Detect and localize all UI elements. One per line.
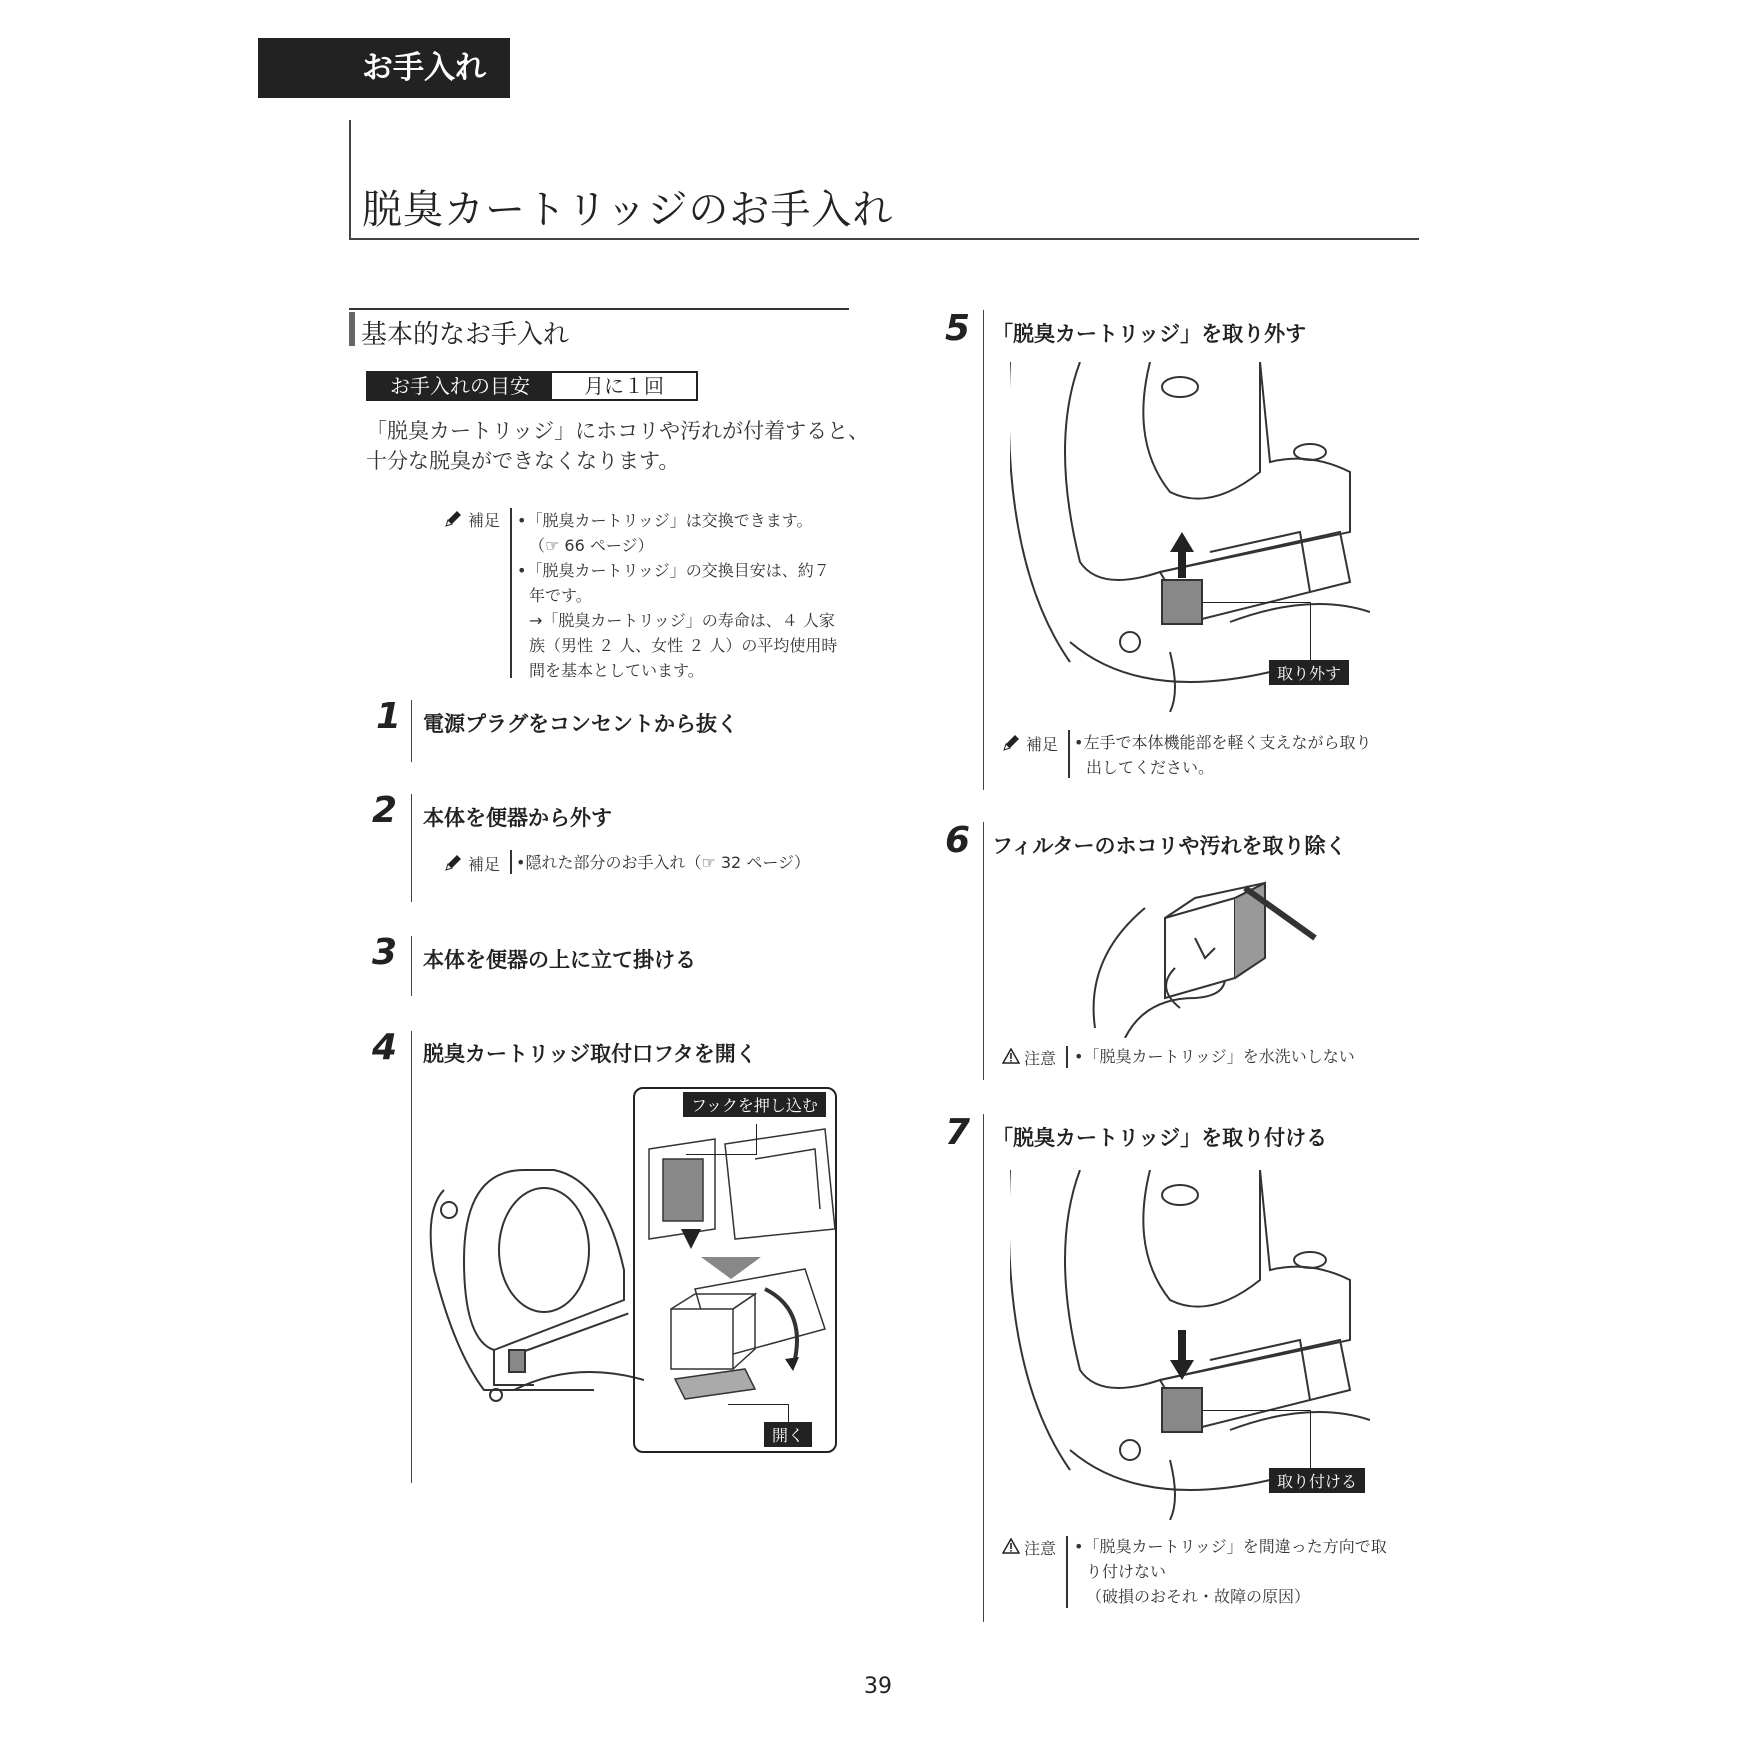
care-frequency-box: [366, 371, 698, 401]
step-6-number: 6: [945, 820, 971, 861]
step-5-note-head: 補足: [1026, 735, 1059, 754]
note-bar: [1068, 730, 1070, 778]
care-frequency-value: 月に１回: [584, 374, 664, 398]
note-line: •「脱臭カートリッジ」の交換目安は、約７: [517, 561, 830, 580]
step-7-title: 「脱臭カートリッジ」を取り付ける: [992, 1126, 1328, 1150]
remove-leader: [1202, 602, 1311, 663]
step-6-caution-head: 注意: [1024, 1049, 1057, 1068]
step-6-title: フィルターのホコリや汚れを取り除く: [992, 834, 1347, 858]
note-line: （☞ 66 ページ）: [529, 536, 654, 555]
step-5-title: 「脱臭カートリッジ」を取り外す: [992, 322, 1307, 346]
pencil-icon: [444, 854, 462, 872]
step-3-title: 本体を便器の上に立て掛ける: [423, 948, 696, 972]
note-bar: [1066, 1046, 1068, 1068]
open-label: 開く: [764, 1422, 812, 1447]
title-vertical-rule: [349, 120, 351, 240]
step-7-caution: [1074, 1534, 1387, 1609]
step-1-title: 電源プラグをコンセントから抜く: [423, 712, 738, 736]
step-5-rule: [983, 310, 984, 790]
filter-cleaning-illustration: [1085, 878, 1325, 1038]
page-number: 39: [864, 1674, 892, 1699]
note-line: •「脱臭カートリッジ」は交換できます。: [517, 511, 813, 530]
note-line: •左手で本体機能部を軽く支えながら取り: [1074, 733, 1372, 752]
step-7-caution-head: 注意: [1024, 1539, 1057, 1558]
note-bar: [1066, 1536, 1068, 1608]
note-main: [444, 508, 864, 678]
step-3-number: 3: [372, 932, 398, 973]
caution-line: •「脱臭カートリッジ」を間違った方向で取: [1074, 1537, 1387, 1556]
note-bar: [510, 850, 512, 874]
step-1-number: 1: [376, 696, 402, 737]
step-4-title: 脱臭カートリッジ取付口フタを開く: [423, 1042, 757, 1066]
push-hook-label: フックを押し込む: [683, 1092, 826, 1117]
section-marker: [349, 312, 355, 346]
remove-label: 取り外す: [1269, 660, 1349, 685]
step-4-number: 4: [372, 1027, 398, 1068]
intro-text: [366, 416, 869, 476]
note-bar: [510, 508, 512, 678]
section-rule: [349, 308, 849, 310]
step-2-title: 本体を便器から外す: [423, 806, 612, 830]
attach-leader: [1202, 1410, 1311, 1471]
step-2-note-head: 補足: [468, 855, 501, 874]
step-1-rule: [411, 700, 412, 762]
caution-line: り付けない: [1086, 1562, 1167, 1581]
step-2-number: 2: [372, 790, 398, 831]
step-6-rule: [983, 822, 984, 1080]
chapter-tab: お手入れ: [258, 38, 510, 98]
step-7-number: 7: [945, 1112, 971, 1153]
intro-line: 十分な脱臭ができなくなります。: [366, 449, 680, 473]
section-title: 基本的なお手入れ: [361, 320, 570, 350]
care-frequency-label: お手入れの目安: [368, 373, 552, 399]
page-title: 脱臭カートリッジのお手入れ: [362, 187, 894, 233]
push-hook-leader: [686, 1124, 757, 1155]
note-head: 補足: [468, 511, 501, 530]
step-3-rule: [411, 936, 412, 996]
panel-arrow-down: [701, 1257, 761, 1279]
note-line: 間を基本としています。: [529, 661, 704, 680]
open-leader: [728, 1404, 789, 1423]
caution-line: （破損のおそれ・故障の原因）: [1086, 1587, 1311, 1606]
step-4-rule: [411, 1031, 412, 1483]
pencil-icon: [1002, 734, 1020, 752]
warning-icon: [1002, 1048, 1020, 1064]
note-text: [517, 508, 837, 683]
note-line: 年です。: [529, 586, 592, 605]
intro-line: 「脱臭カートリッジ」にホコリや汚れが付着すると、: [366, 419, 870, 443]
step-2-rule: [411, 794, 412, 902]
warning-icon: [1002, 1538, 1020, 1554]
step-7-rule: [983, 1114, 984, 1622]
note-line: 出してください。: [1086, 758, 1215, 777]
step-5-note: [1074, 730, 1371, 780]
step-5-number: 5: [945, 308, 971, 349]
attach-label: 取り付ける: [1269, 1468, 1365, 1493]
note-line: →「脱臭カートリッジ」の寿命は、４ 人家: [529, 611, 835, 630]
note-line: 族（男性 ２ 人、女性 ２ 人）の平均使用時: [529, 636, 838, 655]
step-2-note: •隠れた部分のお手入れ（☞ 32 ページ）: [516, 853, 810, 872]
toilet-illustration-step4: [424, 1150, 644, 1430]
title-underline: [349, 238, 1419, 240]
pencil-icon: [444, 510, 462, 528]
step-6-caution: •「脱臭カートリッジ」を水洗いしない: [1074, 1047, 1355, 1066]
